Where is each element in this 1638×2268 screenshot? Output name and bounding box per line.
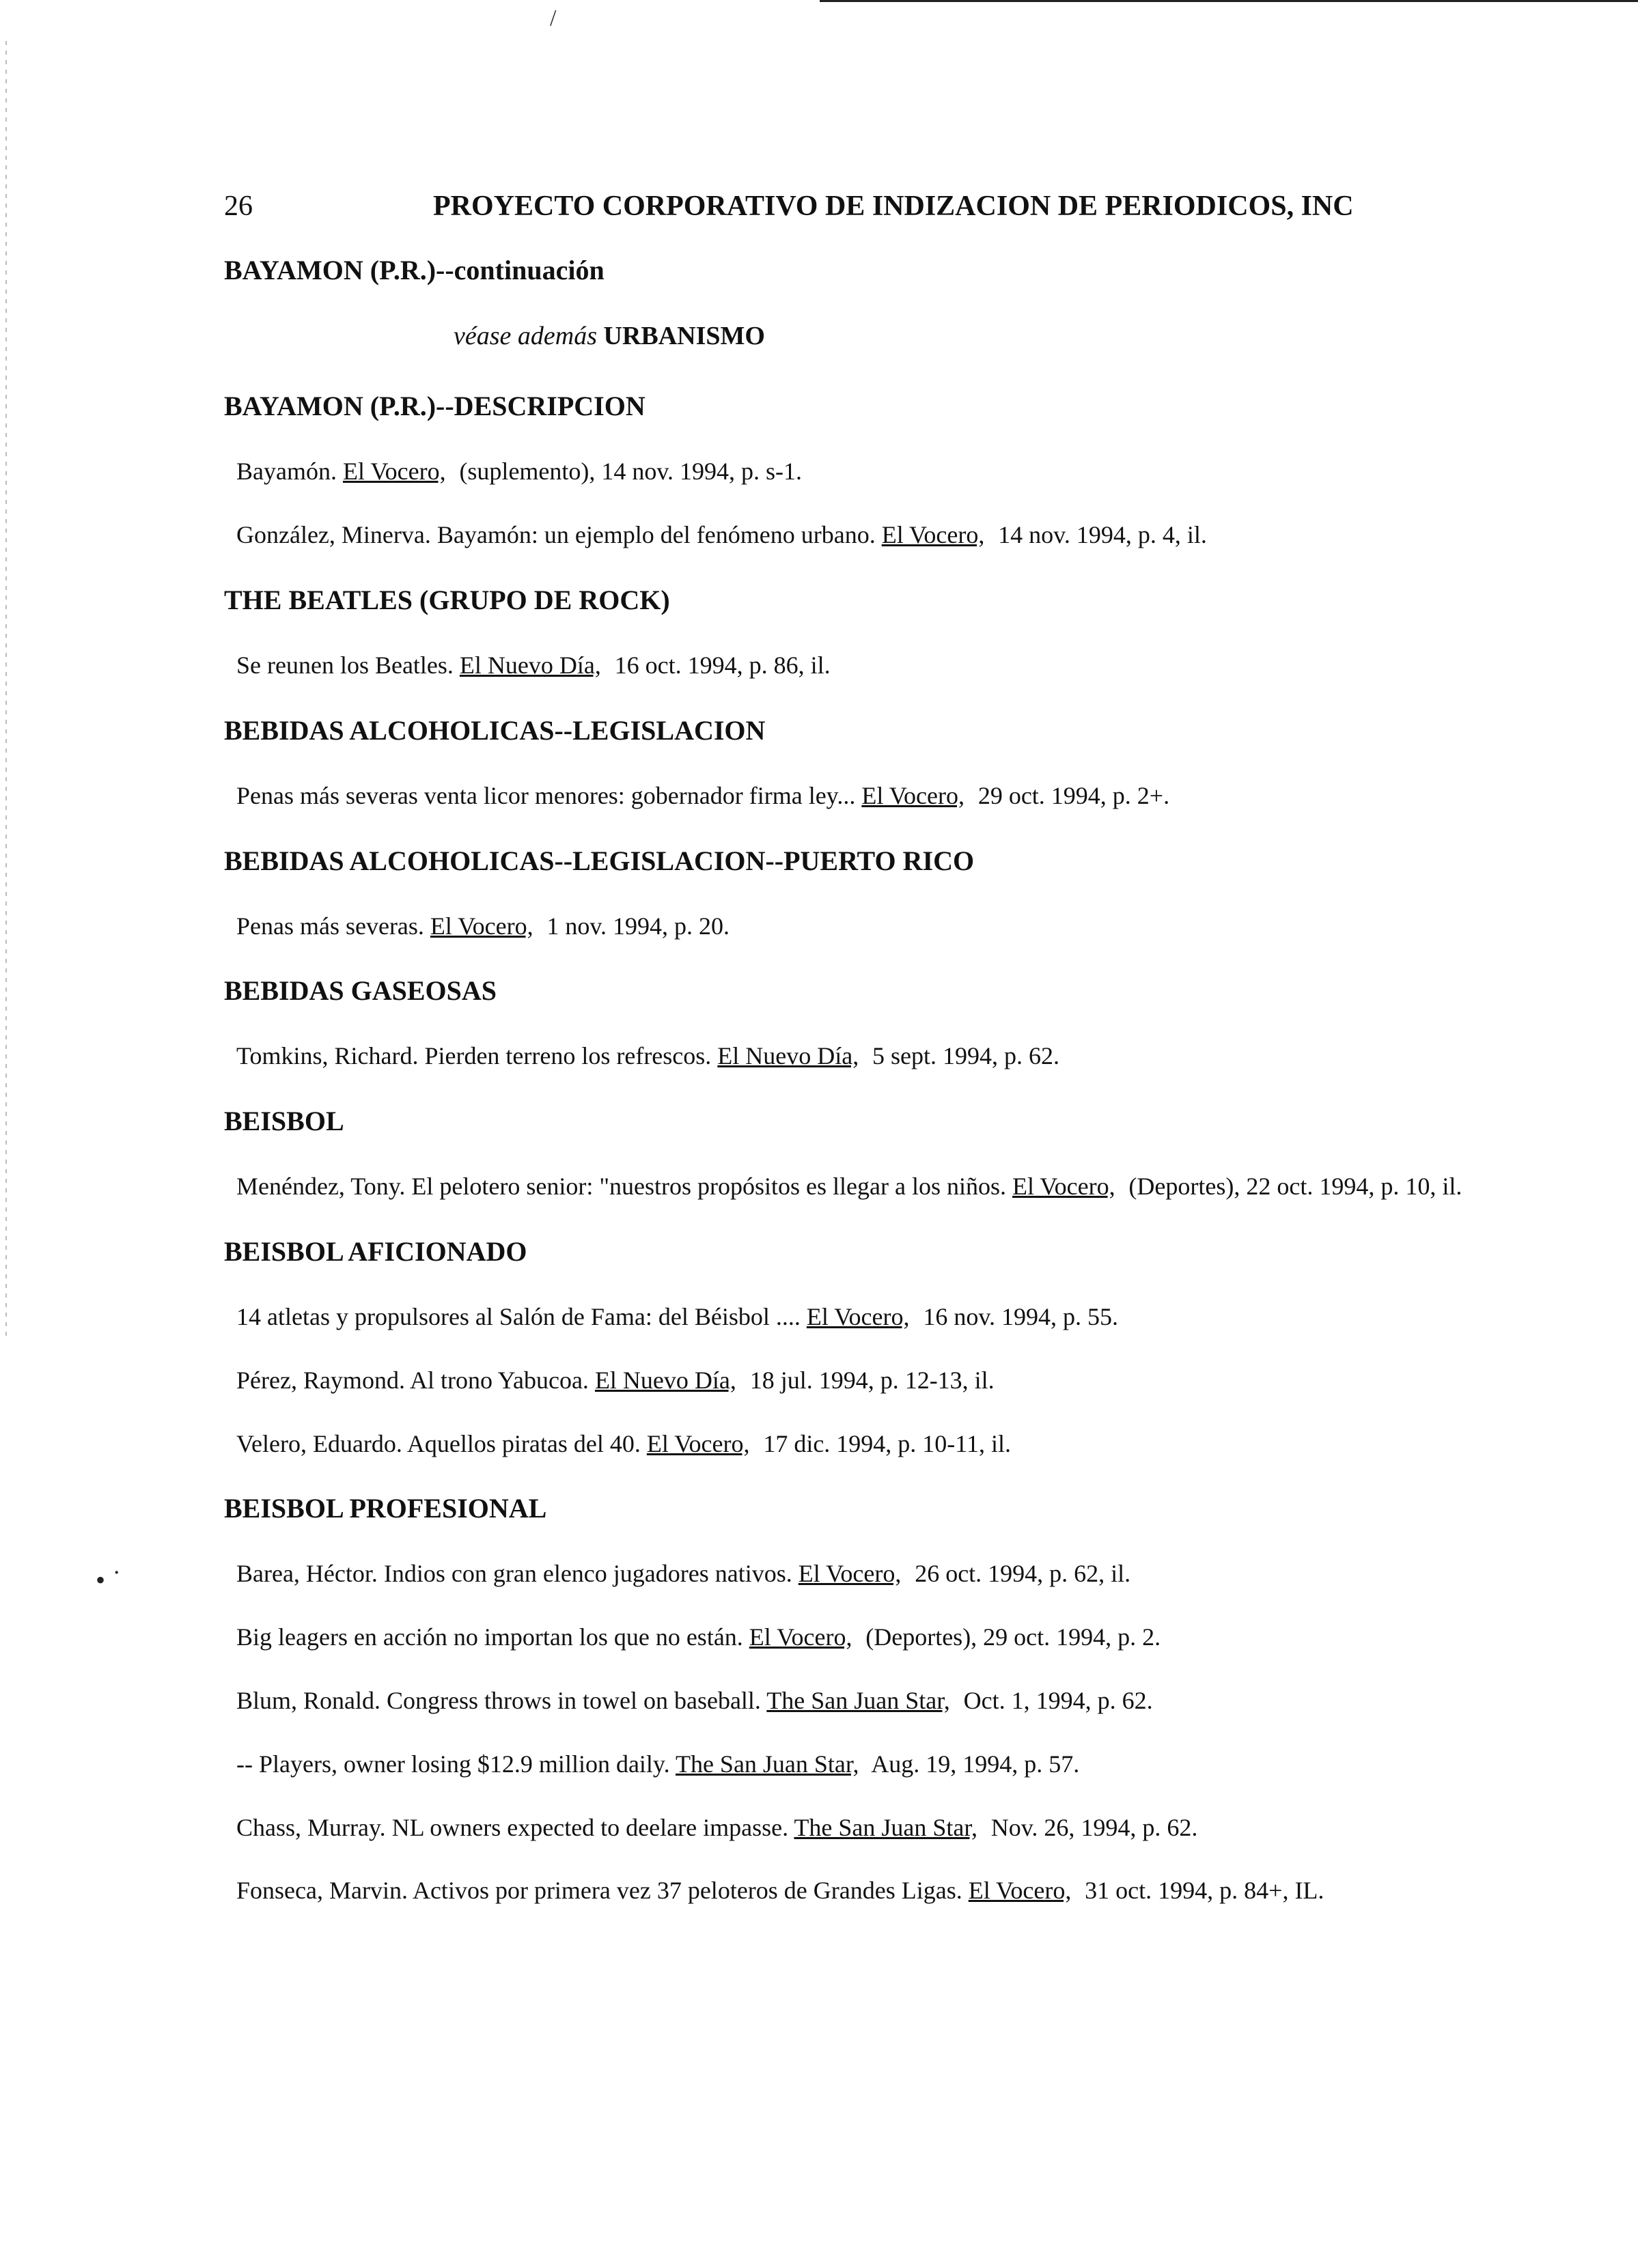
entry-source: El Vocero, — [430, 912, 533, 940]
top-edge-line — [820, 0, 1638, 2]
entry-source: El Vocero, — [968, 1877, 1072, 1905]
entry-source: El Vocero, — [861, 781, 965, 809]
entry-citation: 1 nov. 1994, p. 20. — [546, 912, 730, 940]
page-number: 26 — [224, 191, 253, 222]
index-entry — [236, 780, 1563, 812]
entry-citation: 26 oct. 1994, p. 62, il. — [915, 1560, 1131, 1588]
section-heading: THE BEATLES (GRUPO DE ROCK) — [224, 584, 670, 615]
entry-source: The San Juan Star, — [766, 1686, 950, 1714]
index-entry — [236, 1364, 1563, 1397]
section-heading: BEISBOL PROFESIONAL — [224, 1493, 547, 1524]
entry-source: El Nuevo Día, — [717, 1042, 859, 1070]
index-entry — [236, 1621, 1563, 1653]
entry-citation: (Deportes), 29 oct. 1994, p. 2. — [865, 1623, 1161, 1651]
entry-title: Fonseca, Marvin. Activos por primera vez 37 peloteros de Grandes Ligas. — [236, 1877, 962, 1905]
entry-title: Chass, Murray. NL owners expected to deelare impasse. — [236, 1813, 789, 1841]
section-heading: BEISBOL — [224, 1106, 344, 1137]
index-entry — [236, 910, 1563, 942]
entry-title: Barea, Héctor. Indios con gran elenco jugadores nativos. — [236, 1560, 792, 1588]
entry-source: El Vocero, — [646, 1429, 750, 1457]
entry-title: 14 atletas y propulsores al Salón de Fama: del Béisbol .... — [236, 1302, 801, 1330]
entry-citation: 16 oct. 1994, p. 86, il. — [614, 651, 831, 679]
index-entry — [236, 519, 1563, 551]
scan-mark: / — [550, 5, 557, 31]
section-heading: BEBIDAS ALCOHOLICAS--LEGISLACION--PUERTO RICO — [224, 845, 975, 876]
index-sections — [224, 389, 1563, 1907]
see-also-reference — [224, 320, 1563, 353]
entry-title: Velero, Eduardo. Aquellos piratas del 40. — [236, 1429, 641, 1457]
entry-source: El Nuevo Día, — [594, 1366, 736, 1394]
entry-citation: Aug. 19, 1994, p. 57. — [871, 1750, 1080, 1778]
entry-title: Penas más severas venta licor menores: gobernador firma ley... — [236, 781, 856, 809]
entry-title: -- Players, owner losing $12.9 million daily. — [236, 1750, 670, 1778]
entry-source: El Vocero, — [342, 458, 446, 486]
entry-source: El Vocero, — [749, 1623, 852, 1651]
entry-title: Pérez, Raymond. Al trono Yabucoa. — [236, 1366, 589, 1394]
see-also-target: URBANISMO — [603, 322, 765, 350]
index-content — [224, 253, 1563, 1938]
entry-title: Se reunen los Beatles. — [236, 651, 454, 679]
entry-source: El Nuevo Día, — [459, 651, 601, 679]
see-also-prefix: véase además — [454, 322, 597, 350]
entry-source: El Vocero, — [806, 1302, 910, 1330]
index-entry — [236, 1171, 1563, 1203]
entry-citation: (suplemento), 14 nov. 1994, p. s-1. — [459, 458, 803, 486]
entry-citation: 18 jul. 1994, p. 12-13, il. — [749, 1366, 995, 1394]
entry-source: El Vocero, — [881, 521, 985, 549]
entry-citation: (Deportes), 22 oct. 1994, p. 10, il. — [1128, 1173, 1462, 1201]
index-entry — [236, 1685, 1563, 1717]
entry-source: The San Juan Star, — [675, 1750, 859, 1778]
entry-citation: 14 nov. 1994, p. 4, il. — [998, 521, 1207, 549]
entry-title: González, Minerva. Bayamón: un ejemplo del fenómeno urbano. — [236, 521, 876, 549]
index-entry — [236, 1875, 1563, 1907]
entry-citation: 5 sept. 1994, p. 62. — [872, 1042, 1060, 1070]
entry-citation: Oct. 1, 1994, p. 62. — [963, 1686, 1153, 1714]
entry-citation: 17 dic. 1994, p. 10-11, il. — [763, 1429, 1011, 1457]
index-entry — [236, 1558, 1563, 1590]
left-scan-edge — [5, 41, 7, 1339]
entry-title: Penas más severas. — [236, 912, 424, 940]
index-entry — [236, 456, 1563, 488]
entry-source: The San Juan Star, — [794, 1813, 977, 1841]
entry-title: Menéndez, Tony. El pelotero senior: "nuestros propósitos es llegar a los niños. — [236, 1173, 1006, 1201]
entry-title: Tomkins, Richard. Pierden terreno los refrescos. — [236, 1042, 712, 1070]
scan-dots: • ˙ — [96, 1565, 122, 1595]
entry-source: El Vocero, — [798, 1560, 902, 1588]
index-entry — [236, 1428, 1563, 1460]
index-entry — [236, 1748, 1563, 1780]
entry-citation: 31 oct. 1994, p. 84+, IL. — [1085, 1877, 1324, 1905]
section-heading: BEISBOL AFICIONADO — [224, 1235, 527, 1267]
entry-citation: Nov. 26, 1994, p. 62. — [990, 1813, 1198, 1841]
entry-title: Big leagers en acción no importan los que no están. — [236, 1623, 743, 1651]
entry-source: El Vocero, — [1012, 1173, 1115, 1201]
index-entry — [236, 649, 1563, 682]
section-heading: BEBIDAS GASEOSAS — [224, 975, 497, 1007]
running-title: PROYECTO CORPORATIVO DE INDIZACION DE PERIODICOS, INC — [433, 191, 1354, 222]
entry-citation: 16 nov. 1994, p. 55. — [923, 1302, 1118, 1330]
index-entry — [236, 1812, 1563, 1844]
index-entry — [236, 1301, 1563, 1333]
entry-citation: 29 oct. 1994, p. 2+. — [977, 781, 1170, 809]
section-heading: BAYAMON (P.R.)--DESCRIPCION — [224, 391, 646, 422]
entry-title: Bayamón. — [236, 458, 337, 486]
continuation-heading: BAYAMON (P.R.)--continuación — [224, 255, 605, 285]
index-entry — [236, 1040, 1563, 1072]
entry-title: Blum, Ronald. Congress throws in towel on baseball. — [236, 1686, 761, 1714]
section-heading: BEBIDAS ALCOHOLICAS--LEGISLACION — [224, 714, 766, 746]
